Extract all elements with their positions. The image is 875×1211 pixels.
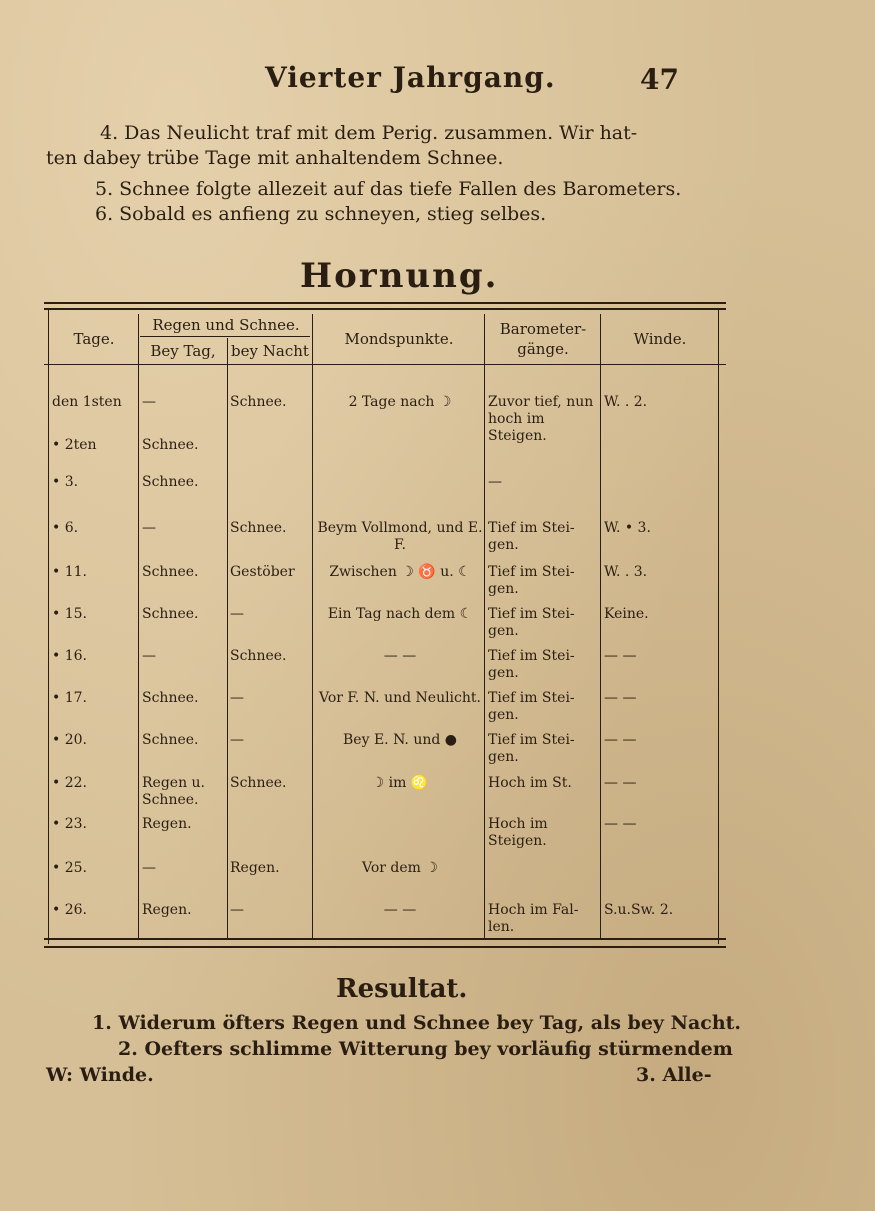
catchword: 3. Alle- bbox=[636, 1064, 712, 1086]
cell-tage: den 1sten bbox=[52, 394, 122, 410]
cell-mondspunkte: Beym Vollmond, und E. F. bbox=[317, 520, 483, 553]
cell-winde: — — bbox=[604, 816, 637, 832]
col-divider-1 bbox=[138, 314, 139, 938]
cell-barometer: Hoch im Fal- len. bbox=[488, 902, 579, 935]
cell-bey-nacht: — bbox=[230, 732, 244, 748]
cell-tage: • 15. bbox=[52, 606, 87, 622]
header-mondspunkte: Mondspunkte. bbox=[344, 330, 454, 348]
cell-tage: • 20. bbox=[52, 732, 87, 748]
header-tage: Tage. bbox=[73, 330, 115, 348]
cell-bey-tag: Schnee. bbox=[142, 474, 199, 490]
cell-barometer: Hoch im Steigen. bbox=[488, 816, 548, 849]
cell-tage: • 2ten bbox=[52, 437, 97, 453]
running-head: Vierter Jahrgang. bbox=[265, 61, 556, 94]
cell-tage: • 11. bbox=[52, 564, 87, 580]
col-divider-4 bbox=[484, 314, 485, 938]
cell-bey-nacht: Schnee. bbox=[230, 775, 287, 791]
cell-mondspunkte: Vor F. N. und Neulicht. bbox=[319, 690, 481, 706]
cell-bey-tag: Schnee. bbox=[142, 690, 199, 706]
table-top-rule-2 bbox=[44, 308, 726, 310]
table-bottom-rule bbox=[44, 938, 726, 940]
cell-tage: • 3. bbox=[52, 474, 79, 490]
cell-barometer: Tief im Stei- gen. bbox=[488, 690, 575, 723]
cell-barometer: Zuvor tief, nun hoch im Steigen. bbox=[488, 394, 594, 444]
cell-barometer: — bbox=[488, 474, 502, 490]
cell-bey-nacht: Regen. bbox=[230, 860, 280, 876]
result-2-line-2: W: Winde. bbox=[46, 1064, 154, 1086]
cell-tage: • 25. bbox=[52, 860, 87, 876]
cell-barometer: Tief im Stei- gen. bbox=[488, 648, 575, 681]
cell-bey-tag: Regen. bbox=[142, 816, 192, 832]
header-barometer-2: gänge. bbox=[517, 340, 569, 358]
cell-winde: — — bbox=[604, 732, 637, 748]
cell-bey-tag: — bbox=[142, 648, 156, 664]
cell-barometer: Hoch im St. bbox=[488, 775, 572, 791]
cell-bey-tag: Regen u. Schnee. bbox=[142, 775, 206, 808]
cell-bey-nacht: Schnee. bbox=[230, 394, 287, 410]
cell-bey-tag: — bbox=[142, 394, 156, 410]
cell-barometer: Tief im Stei- gen. bbox=[488, 520, 575, 553]
cell-tage: • 26. bbox=[52, 902, 87, 918]
cell-mondspunkte: ☽ im ♌ bbox=[371, 775, 429, 791]
cell-bey-nacht: Schnee. bbox=[230, 648, 287, 664]
note-4-line-1: 4. Das Neulicht traf mit dem Perig. zusammen. Wir hat- bbox=[100, 122, 638, 144]
cell-barometer: Tief im Stei- gen. bbox=[488, 564, 575, 597]
cell-bey-tag: Schnee. bbox=[142, 606, 199, 622]
header-bottom-rule bbox=[44, 364, 726, 365]
result-2-line-1: 2. Oefters schlimme Witterung bey vorläufig stürmendem bbox=[118, 1038, 733, 1060]
note-4-line-2: ten dabey trübe Tage mit anhaltendem Schnee. bbox=[46, 147, 504, 169]
cell-bey-tag: Schnee. bbox=[142, 437, 199, 453]
cell-mondspunkte: Vor dem ☽ bbox=[362, 860, 438, 876]
col-divider-2 bbox=[227, 338, 228, 938]
cell-mondspunkte: Zwischen ☽ ♉ u. ☾ bbox=[329, 564, 471, 580]
cell-bey-tag: Regen. bbox=[142, 902, 192, 918]
cell-winde: — — bbox=[604, 775, 637, 791]
cell-bey-nacht: — bbox=[230, 606, 244, 622]
cell-winde: W. . 3. bbox=[604, 564, 648, 580]
table-left-border bbox=[48, 308, 49, 944]
cell-barometer: Tief im Stei- gen. bbox=[488, 606, 575, 639]
table-top-rule bbox=[44, 302, 726, 304]
result-title: Resultat. bbox=[336, 974, 468, 1004]
header-regen-schnee: Regen und Schnee. bbox=[152, 316, 300, 334]
col-divider-3 bbox=[312, 314, 313, 938]
table-right-border bbox=[718, 308, 719, 944]
cell-mondspunkte: Bey E. N. und ● bbox=[343, 732, 457, 748]
cell-bey-tag: — bbox=[142, 520, 156, 536]
cell-tage: • 16. bbox=[52, 648, 87, 664]
cell-tage: • 17. bbox=[52, 690, 87, 706]
cell-tage: • 23. bbox=[52, 816, 87, 832]
cell-winde: — — bbox=[604, 690, 637, 706]
cell-bey-tag: Schnee. bbox=[142, 732, 199, 748]
page-number: 47 bbox=[640, 63, 679, 96]
cell-mondspunkte: 2 Tage nach ☽ bbox=[348, 394, 452, 410]
cell-bey-nacht: Gestöber bbox=[230, 564, 295, 580]
result-1: 1. Widerum öfters Regen und Schnee bey Tag, als bey Nacht. bbox=[92, 1012, 742, 1034]
col-divider-5 bbox=[600, 314, 601, 938]
cell-barometer: Tief im Stei- gen. bbox=[488, 732, 575, 765]
note-6: 6. Sobald es anfieng zu schneyen, stieg selbes. bbox=[95, 203, 547, 225]
cell-tage: • 22. bbox=[52, 775, 87, 791]
page-header bbox=[0, 55, 875, 105]
cell-winde: — — bbox=[604, 648, 637, 664]
cell-winde: W. • 3. bbox=[604, 520, 651, 536]
cell-bey-nacht: — bbox=[230, 902, 244, 918]
cell-winde: Keine. bbox=[604, 606, 649, 622]
cell-winde: S.u.Sw. 2. bbox=[604, 902, 674, 918]
subheader-rule bbox=[140, 336, 310, 337]
weather-table bbox=[44, 302, 726, 952]
cell-bey-nacht: Schnee. bbox=[230, 520, 287, 536]
cell-bey-tag: — bbox=[142, 860, 156, 876]
header-winde: Winde. bbox=[633, 330, 687, 348]
cell-bey-nacht: — bbox=[230, 690, 244, 706]
section-title: Hornung. bbox=[300, 256, 499, 296]
table-bottom-rule-2 bbox=[44, 946, 726, 948]
header-bey-tag: Bey Tag, bbox=[150, 342, 216, 360]
cell-mondspunkte: — — bbox=[383, 902, 417, 918]
cell-mondspunkte: Ein Tag nach dem ☾ bbox=[327, 606, 473, 622]
cell-winde: W. . 2. bbox=[604, 394, 648, 410]
header-barometer-1: Barometer- bbox=[499, 320, 587, 338]
cell-bey-tag: Schnee. bbox=[142, 564, 199, 580]
note-5: 5. Schnee folgte allezeit auf das tiefe Fallen des Barometers. bbox=[95, 178, 682, 200]
cell-tage: • 6. bbox=[52, 520, 79, 536]
header-bey-nacht: bey Nacht bbox=[231, 342, 309, 360]
cell-mondspunkte: — — bbox=[383, 648, 417, 664]
